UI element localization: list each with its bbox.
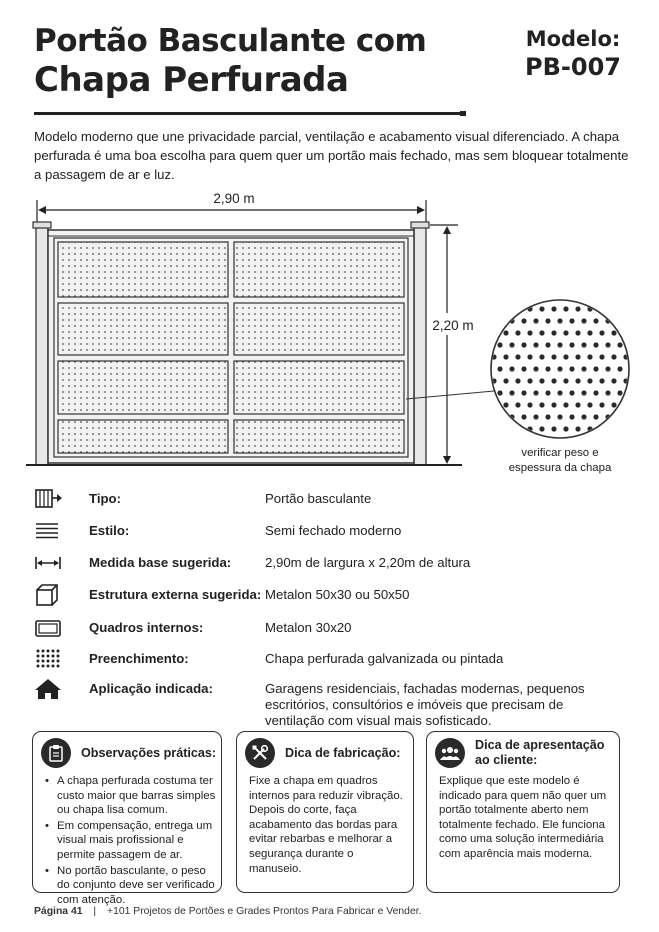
perforation-dot — [569, 366, 574, 371]
perforation-dot — [629, 366, 634, 371]
perforation-dot — [515, 306, 520, 311]
perforation-dot — [509, 366, 514, 371]
detail-note-line-2: espessura da chapa — [508, 462, 612, 474]
perforation-dot — [617, 342, 622, 347]
height-arrow-bottom — [443, 456, 451, 464]
perforation-dot — [533, 390, 538, 395]
perforation-dot — [539, 330, 544, 335]
model-block — [525, 26, 621, 82]
perforation-dot — [617, 294, 622, 299]
perforation-dot — [533, 414, 538, 419]
perforation-dot — [569, 294, 574, 299]
perforation-dot — [551, 378, 556, 383]
tools-icon — [245, 738, 275, 768]
perforation-dot — [497, 294, 502, 299]
perforation-dot — [533, 318, 538, 323]
perforation-dot — [557, 318, 562, 323]
house-icon — [34, 678, 64, 700]
height-label: 2,20 m — [432, 318, 474, 333]
perforation-dot — [599, 330, 604, 335]
perforation-dot — [557, 294, 562, 299]
perforation-dot — [629, 342, 634, 347]
perforation-dot — [581, 414, 586, 419]
observations-list — [45, 774, 217, 908]
perforation-dot — [599, 306, 604, 311]
measure-icon — [34, 552, 64, 574]
fabrication-title: Dica de fabricação: — [285, 745, 401, 760]
perforation-dot — [587, 330, 592, 335]
perforation-dot — [491, 330, 496, 335]
page-title — [34, 22, 426, 100]
perforation-dot — [533, 366, 538, 371]
perforation-dot — [611, 378, 616, 383]
perforation-dot — [563, 378, 568, 383]
perforation-dot — [527, 378, 532, 383]
perforation-dot — [557, 414, 562, 419]
perforation-dot — [599, 402, 604, 407]
perforation-dot — [605, 294, 610, 299]
perforation-dot — [611, 354, 616, 359]
spec-label: Preenchimento: — [89, 651, 189, 666]
perforation-dot — [575, 402, 580, 407]
perforation-dot — [491, 426, 496, 431]
left-post-cap — [33, 222, 51, 228]
width-arrow-left — [38, 206, 46, 214]
perforation-dot — [497, 390, 502, 395]
perforation-dot — [485, 438, 490, 443]
perforation-dot — [605, 366, 610, 371]
perforation-dot — [521, 294, 526, 299]
list-item: • A chapa perfurada costuma ter custo maior que barras simples ou chapa lisa comum. — [45, 774, 217, 818]
perforation-dot — [503, 426, 508, 431]
perforation-dot — [557, 366, 562, 371]
perforation-dot — [557, 342, 562, 347]
perforation-dot — [545, 366, 550, 371]
gate-arrow-icon — [34, 488, 64, 510]
perforation-dot — [557, 390, 562, 395]
perforation-dot — [551, 402, 556, 407]
perforation-dot — [623, 330, 628, 335]
perforation-dot — [581, 366, 586, 371]
spec-value: 2,90m de largura x 2,20m de altura — [265, 555, 471, 570]
spec-value: Metalon 30x20 — [265, 620, 352, 635]
title-underline — [34, 112, 460, 115]
perforation-dot — [491, 402, 496, 407]
perforation-dot — [593, 438, 598, 443]
perforation-dot — [527, 330, 532, 335]
perforation-dot — [527, 354, 532, 359]
perforation-dot — [569, 318, 574, 323]
perforation-dot — [527, 402, 532, 407]
perforation-dot — [593, 366, 598, 371]
perforation-dot — [599, 426, 604, 431]
dots-grid-icon — [34, 648, 64, 670]
page-footer — [34, 906, 422, 917]
perforation-dot — [497, 342, 502, 347]
presentation-card — [426, 731, 620, 893]
perforation-dot — [611, 402, 616, 407]
observations-title: Observações práticas: — [81, 745, 217, 760]
perforation-dot — [563, 330, 568, 335]
perforation-dot — [593, 294, 598, 299]
presentation-title-line-2: ao cliente: — [475, 753, 538, 767]
perforation-dot — [563, 354, 568, 359]
title-line-2: Chapa Perfurada — [34, 60, 349, 100]
width-label: 2,90 m — [213, 191, 255, 206]
perforation-dot — [521, 390, 526, 395]
perforation-dot — [563, 426, 568, 431]
perforation-dot — [587, 378, 592, 383]
perforation-dot — [485, 414, 490, 419]
model-code: PB-007 — [525, 53, 621, 81]
perforation-dot — [545, 318, 550, 323]
spec-label: Tipo: — [89, 491, 121, 506]
perforation-dot — [539, 306, 544, 311]
perforation-dot — [539, 354, 544, 359]
perforation-dot — [497, 318, 502, 323]
perforation-dot — [629, 414, 634, 419]
cube-icon — [34, 584, 64, 606]
perforation-dot — [485, 366, 490, 371]
perforation-dot — [629, 294, 634, 299]
perforation-detail — [485, 294, 634, 443]
perforation-dot — [581, 390, 586, 395]
perforation-dot — [575, 354, 580, 359]
perforation-dot — [587, 354, 592, 359]
perforation-dot — [533, 438, 538, 443]
perforation-dot — [539, 402, 544, 407]
footer-separator: | — [93, 906, 97, 917]
perforation-dot — [569, 390, 574, 395]
perforation-dot — [515, 330, 520, 335]
perforation-dot — [533, 294, 538, 299]
perforation-dot — [497, 438, 502, 443]
spec-label: Medida base sugerida: — [89, 555, 232, 570]
perforation-dot — [485, 318, 490, 323]
perforation-dot — [575, 378, 580, 383]
spec-value: Metalon 50x30 ou 50x50 — [265, 587, 410, 602]
perforation-dot — [545, 342, 550, 347]
perforation-dot — [491, 306, 496, 311]
spec-value: Chapa perfurada galvanizada ou pintada — [265, 651, 504, 666]
spec-label: Quadros internos: — [89, 620, 204, 635]
perforation-dot — [509, 342, 514, 347]
perforation-dot — [497, 366, 502, 371]
perforation-dot — [623, 402, 628, 407]
fabrication-text: Fixe a chapa em quadros internos para reduzir vibração. Depois do corte, faça acabamento das bordas para evitar rebarbas e melhorar a segurança durante o manuseio. — [249, 775, 403, 875]
perforation-dot — [575, 330, 580, 335]
perforation-dot — [581, 438, 586, 443]
perforation-dot — [617, 366, 622, 371]
perforation-dot — [593, 414, 598, 419]
perforation-dot — [617, 318, 622, 323]
observations-card — [32, 731, 222, 906]
perforation-dot — [551, 426, 556, 431]
lines-icon — [34, 520, 64, 542]
perforation-dot — [515, 354, 520, 359]
right-post — [414, 225, 426, 465]
title-line-1: Portão Basculante com — [34, 23, 427, 59]
perforation-dot — [545, 390, 550, 395]
list-item: • Em compensação, entrega um visual mais profissional e permite passagem de ar. — [45, 819, 217, 863]
perforation-dot — [485, 342, 490, 347]
perforation-dot — [509, 294, 514, 299]
perforation-dot — [617, 414, 622, 419]
perforation-dot — [569, 438, 574, 443]
perforation-dot — [575, 426, 580, 431]
perforation-dot — [545, 294, 550, 299]
spec-label: Estrutura externa sugerida: — [89, 587, 262, 602]
spec-value: Semi fechado moderno — [265, 523, 402, 538]
perforation-dot — [515, 402, 520, 407]
perforation-dot — [611, 426, 616, 431]
people-icon — [435, 738, 465, 768]
perforation-dot — [503, 378, 508, 383]
perforation-dot — [563, 306, 568, 311]
perforation-dot — [515, 426, 520, 431]
page-number: Página 41 — [34, 906, 83, 917]
perforation-dot — [581, 294, 586, 299]
frame-icon — [34, 617, 64, 639]
perforation-dot — [593, 318, 598, 323]
book-title: +101 Projetos de Portões e Grades Prontos Para Fabricar e Vender. — [107, 906, 422, 917]
perforation-dot — [599, 354, 604, 359]
perforation-dot — [509, 438, 514, 443]
perforation-dot — [551, 354, 556, 359]
perforation-dot — [605, 438, 610, 443]
perforation-dot — [629, 390, 634, 395]
right-post-cap — [411, 222, 429, 228]
height-arrow-top — [443, 226, 451, 234]
perforation-dot — [521, 438, 526, 443]
perforation-dot — [611, 330, 616, 335]
perforation-dot — [515, 378, 520, 383]
perforation-dot — [503, 402, 508, 407]
perforation-dot — [599, 378, 604, 383]
perforation-dot — [539, 378, 544, 383]
perforation-dot — [563, 402, 568, 407]
perforation-dot — [593, 342, 598, 347]
spec-label: Aplicação indicada: — [89, 681, 213, 696]
perforation-dot — [503, 330, 508, 335]
perforation-dot — [509, 390, 514, 395]
spec-label: Estilo: — [89, 523, 130, 538]
list-item: • No portão basculante, o peso do conjunto deve ser verificado com atenção. — [45, 864, 217, 908]
perforation-dot — [545, 438, 550, 443]
perforation-dot — [545, 414, 550, 419]
perforation-dot — [629, 438, 634, 443]
perforation-dot — [575, 306, 580, 311]
perforation-dot — [569, 414, 574, 419]
perforation-dot — [533, 342, 538, 347]
perforation-dot — [611, 306, 616, 311]
perforation-dot — [503, 354, 508, 359]
perforation-dot — [521, 318, 526, 323]
intro-paragraph: Modelo moderno que une privacidade parcial, ventilação e acabamento visual diferenciado. A chapa perfurada é uma boa escolha para quem quer um portão mais fechado, mas sem bloquear totalmente a passagem de ar e luz. — [34, 129, 629, 182]
gate-drawing — [0, 185, 659, 480]
perforation-dot — [551, 330, 556, 335]
presentation-title-line-1: Dica de apresentação — [475, 738, 605, 752]
perforation-dot — [551, 306, 556, 311]
model-label: Modelo: — [525, 27, 621, 51]
spec-value: Portão basculante — [265, 491, 372, 506]
clipboard-icon — [41, 738, 71, 768]
perforation-dot — [581, 318, 586, 323]
perforation-dot — [497, 414, 502, 419]
detail-note-line-1: verificar peso e — [521, 447, 599, 459]
perforation-dot — [485, 294, 490, 299]
width-arrow-right — [417, 206, 425, 214]
perforation-dot — [617, 390, 622, 395]
perforation-dot — [629, 318, 634, 323]
spec-value: Garagens residenciais, fachadas modernas, pequenos escritórios, consultórios e imóveis que precisam de ventilação com visual mais sofisticado. — [265, 681, 585, 728]
left-post — [36, 225, 48, 465]
perforation-dot — [521, 342, 526, 347]
fabrication-card — [236, 731, 414, 893]
presentation-text: Explique que este modelo é indicado para quem não quer um portão totalmente aberto nem totalmente fechado. Ele funciona como uma solução intermediária com aparência mais moderna. — [439, 775, 607, 860]
perforation-dot — [617, 438, 622, 443]
perforation-dot — [503, 306, 508, 311]
perforation-dot — [569, 342, 574, 347]
presentation-title — [475, 738, 605, 768]
perforation-dot — [623, 306, 628, 311]
perforation-dot — [539, 426, 544, 431]
perforation-dot — [521, 414, 526, 419]
perforation-dot — [581, 342, 586, 347]
perforation-dot — [557, 438, 562, 443]
perforation-dot — [623, 426, 628, 431]
perforation-dot — [593, 390, 598, 395]
perforation-dot — [521, 366, 526, 371]
perforation-dot — [587, 402, 592, 407]
perforation-dot — [605, 342, 610, 347]
perforation-dot — [605, 390, 610, 395]
